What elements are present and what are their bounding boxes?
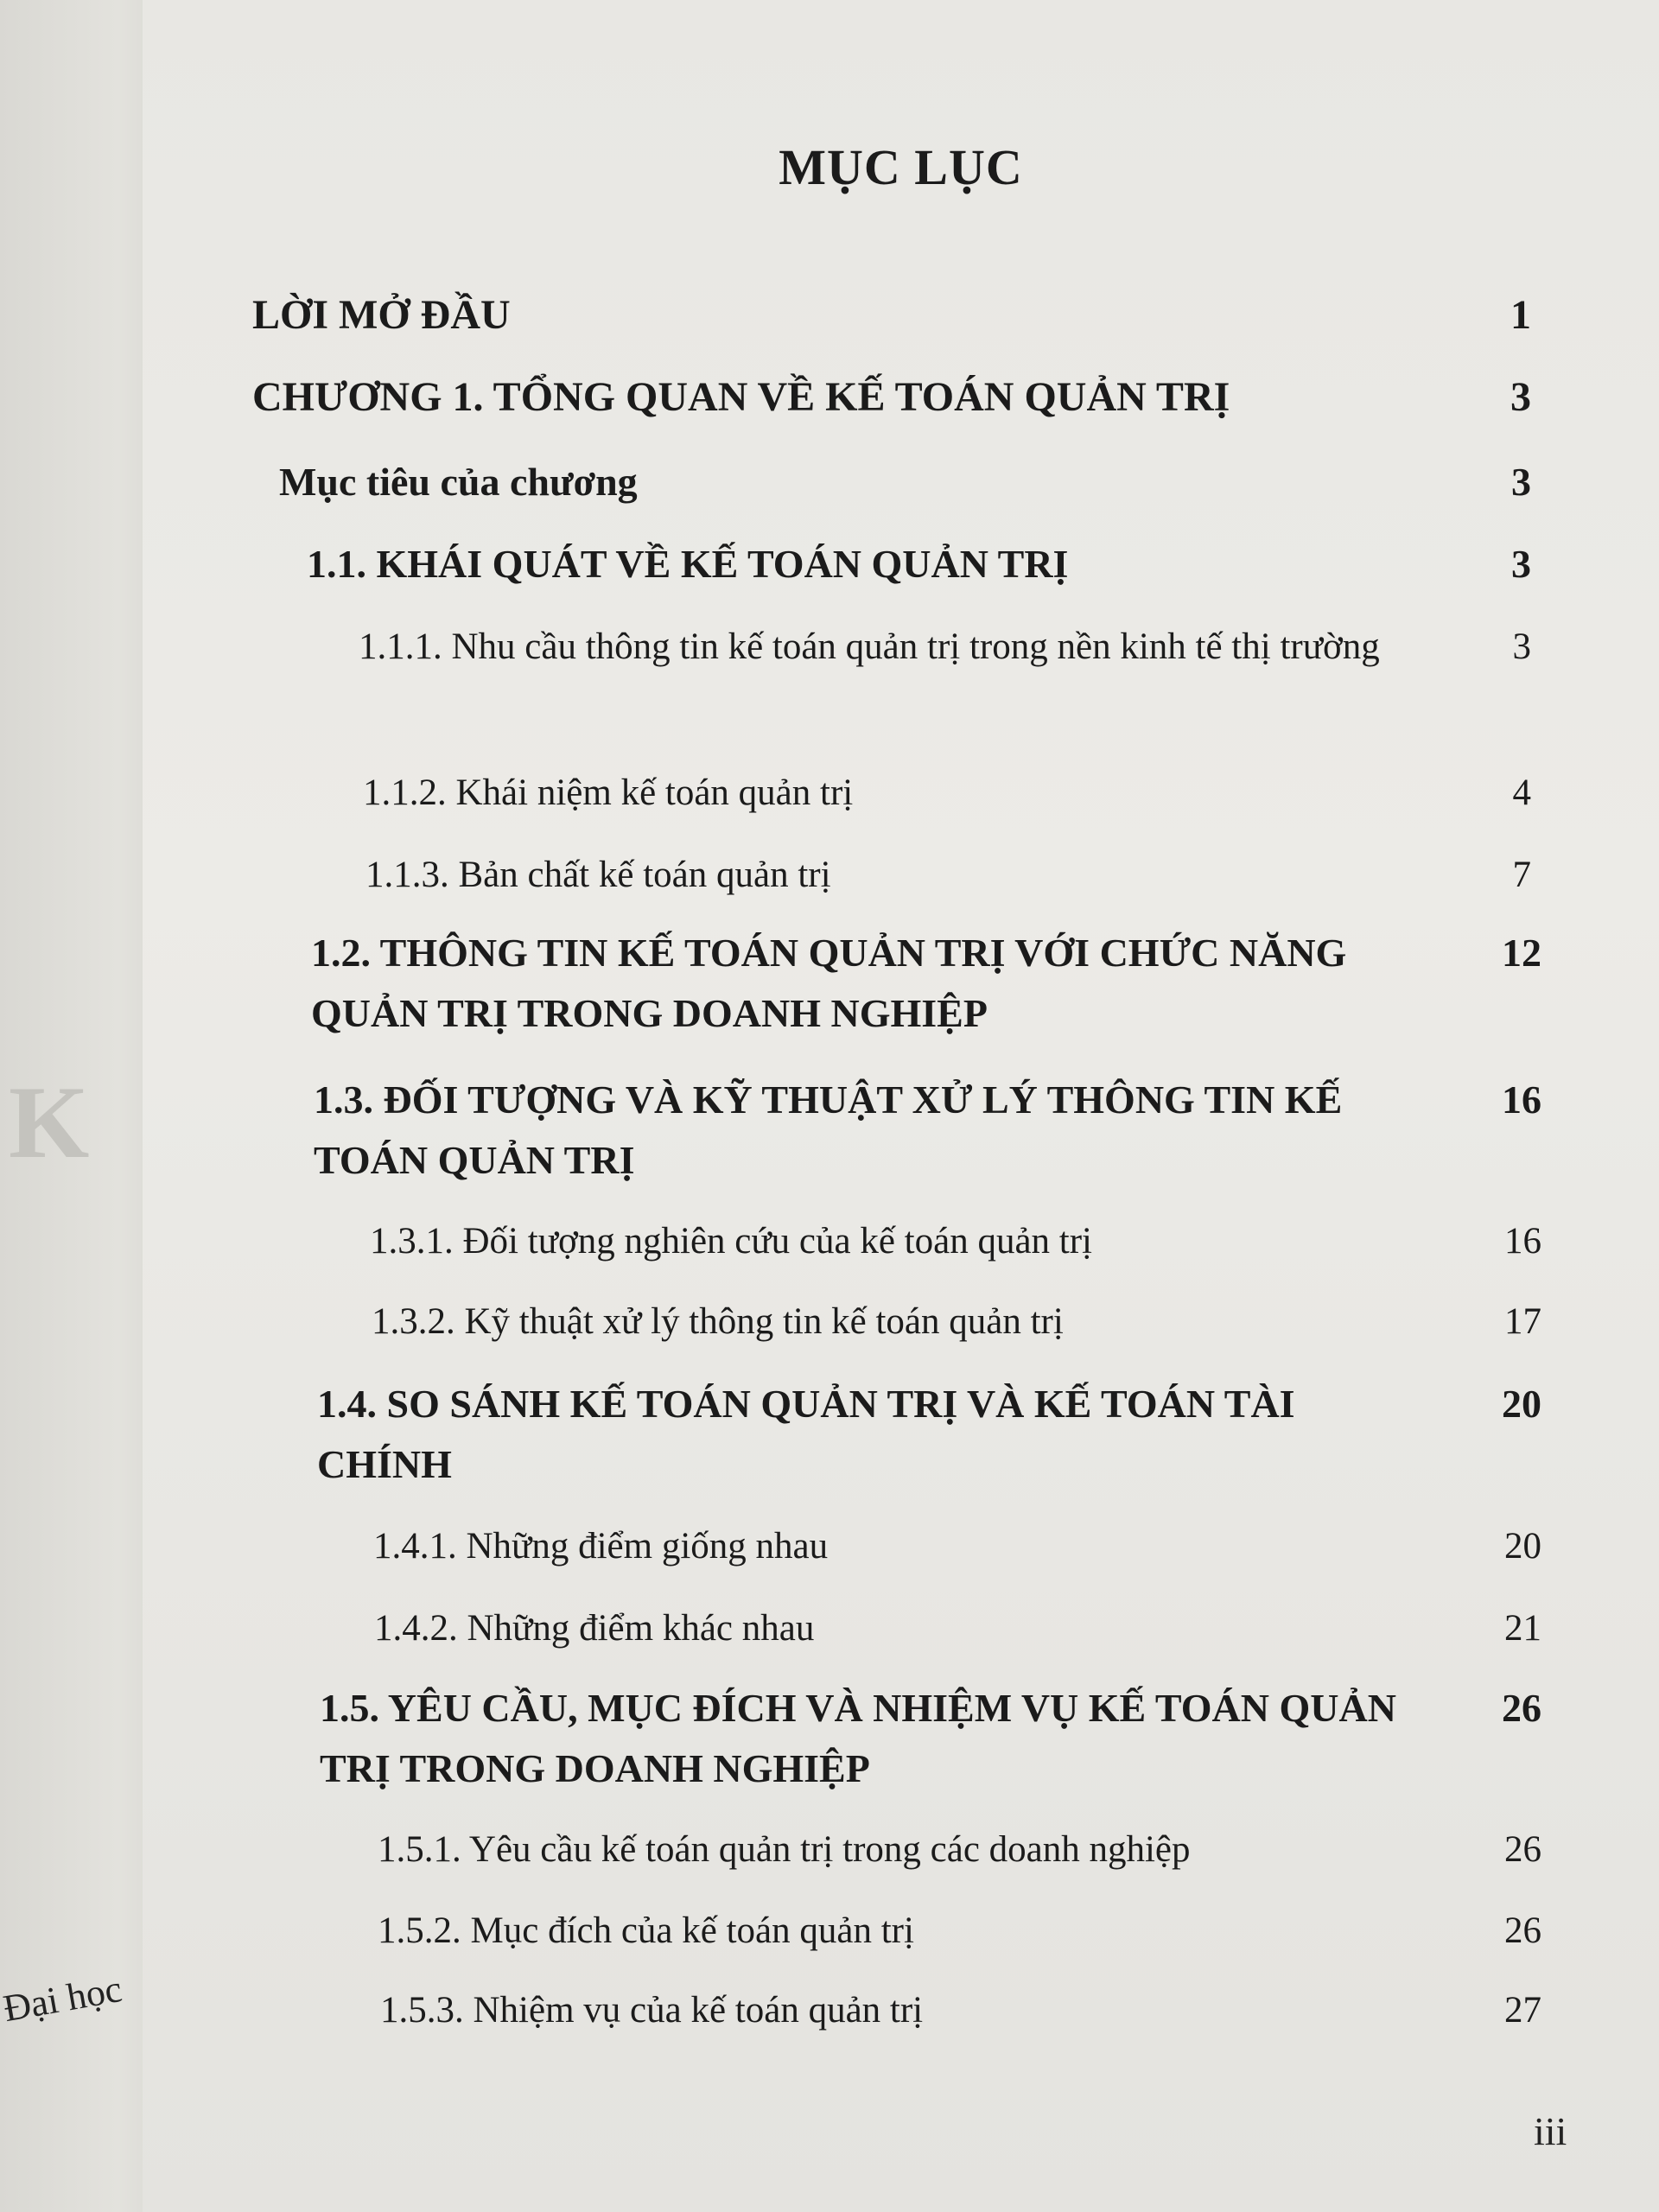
toc-entry-1-3-2 <box>372 1292 1541 1352</box>
toc-entry-page: 3 <box>1511 460 1531 504</box>
toc-entry-text: 1.1.3. Bản chất kế toán quản trị <box>365 855 831 895</box>
toc-entry-text: LỜI MỞ ĐẦU <box>252 292 511 338</box>
toc-entry-text: CHƯƠNG 1. TỔNG QUAN VỀ KẾ TOÁN QUẢN TRỊ <box>252 374 1230 420</box>
toc-page <box>143 0 1659 2212</box>
toc-entry-page: 17 <box>1504 1301 1541 1342</box>
toc-entry-text: 1.5.1. Yêu cầu kế toán quản trị trong các doanh nghiệp <box>378 1829 1191 1870</box>
toc-entry-text: 1.5.3. Nhiệm vụ của kế toán quản trị <box>380 1990 924 2031</box>
toc-entry-1-5-1 <box>378 1820 1541 1880</box>
toc-entry-page: 20 <box>1502 1382 1541 1426</box>
page-folio: iii <box>1534 2109 1567 2153</box>
toc-entry-1-4-1 <box>373 1516 1541 1577</box>
toc-entry-1-3-1 <box>370 1211 1541 1272</box>
toc-entry-text: 1.3. ĐỐI TƯỢNG VÀ KỸ THUẬT XỬ LÝ THÔNG TIN KẾ TOÁN QUẢN TRỊ <box>314 1077 1343 1182</box>
toc-entry-page: 27 <box>1504 1990 1541 2031</box>
toc-entry-text: 1.3.1. Đối tượng nghiên cứu của kế toán quản trị <box>370 1221 1093 1262</box>
toc-entry-chapter-1 <box>252 367 1531 428</box>
toc-entry-page: 12 <box>1502 931 1541 975</box>
toc-entry-1-1 <box>307 534 1531 594</box>
toc-entry-page: 1 <box>1510 292 1531 338</box>
page-title: MỤC LỤC <box>779 139 1023 195</box>
toc-entry-page: 16 <box>1502 1077 1541 1122</box>
toc-entry-text: 1.5.2. Mục đích của kế toán quản trị <box>378 1910 914 1951</box>
toc-entry-page: 7 <box>1512 855 1531 895</box>
toc-entry-1-2 <box>311 923 1541 1044</box>
left-page-fragment: Đại học <box>0 1967 125 2031</box>
toc-entry-page: 21 <box>1504 1608 1541 1649</box>
toc-entry-page: 26 <box>1502 1686 1541 1730</box>
toc-entry-text: 1.4.2. Những điểm khác nhau <box>374 1608 815 1649</box>
toc-entry-1-5-2 <box>378 1901 1541 1961</box>
toc-entry-page: 16 <box>1504 1221 1541 1262</box>
toc-entry-1-4-2 <box>374 1599 1541 1659</box>
toc-entry-page: 3 <box>1510 374 1531 420</box>
toc-entry-page: 26 <box>1504 1829 1541 1870</box>
toc-entry-text: 1.2. THÔNG TIN KẾ TOÁN QUẢN TRỊ VỚI CHỨC NĂNG QUẢN TRỊ TRONG DOANH NGHIỆP <box>311 931 1347 1035</box>
toc-entry-text: 1.1.2. Khái niệm kế toán quản trị <box>363 772 854 813</box>
toc-entry-1-4 <box>317 1374 1541 1495</box>
toc-entry-preface <box>252 285 1531 346</box>
toc-entry-text: 1.4. SO SÁNH KẾ TOÁN QUẢN TRỊ VÀ KẾ TOÁN TÀI CHÍNH <box>317 1382 1295 1486</box>
toc-entry-text: 1.1. KHÁI QUÁT VỀ KẾ TOÁN QUẢN TRỊ <box>307 542 1069 586</box>
toc-entry-page: 3 <box>1512 626 1531 667</box>
table-of-contents <box>143 0 1659 2212</box>
toc-entry-page: 4 <box>1512 772 1531 813</box>
toc-entry-1-1-2 <box>363 763 1531 823</box>
toc-entry-text: 1.4.1. Những điểm giống nhau <box>373 1526 829 1567</box>
toc-entry-page: 26 <box>1504 1910 1541 1951</box>
toc-entry-page: 20 <box>1504 1526 1541 1567</box>
toc-entry-1-5 <box>320 1678 1541 1799</box>
toc-entry-1-5-3 <box>380 1980 1541 2041</box>
toc-entry-page: 3 <box>1511 542 1531 586</box>
toc-entry-text: Mục tiêu của chương <box>279 460 638 504</box>
toc-entry-1-1-3 <box>365 845 1531 906</box>
toc-entry-objectives <box>279 452 1531 512</box>
toc-entry-text: 1.5. YÊU CẦU, MỤC ĐÍCH VÀ NHIỆM VỤ KẾ TOÁN QUẢN TRỊ TRONG DOANH NGHIỆP <box>320 1686 1396 1790</box>
toc-entry-text: 1.1.1. Nhu cầu thông tin kế toán quản trị trong nền kinh tế thị trường <box>359 626 1380 667</box>
left-page-bleed-letter: K <box>9 1065 90 1179</box>
toc-entry-1-1-1 <box>359 613 1531 681</box>
toc-entry-text: 1.3.2. Kỹ thuật xử lý thông tin kế toán quản trị <box>372 1301 1064 1342</box>
toc-entry-1-3 <box>314 1070 1541 1191</box>
